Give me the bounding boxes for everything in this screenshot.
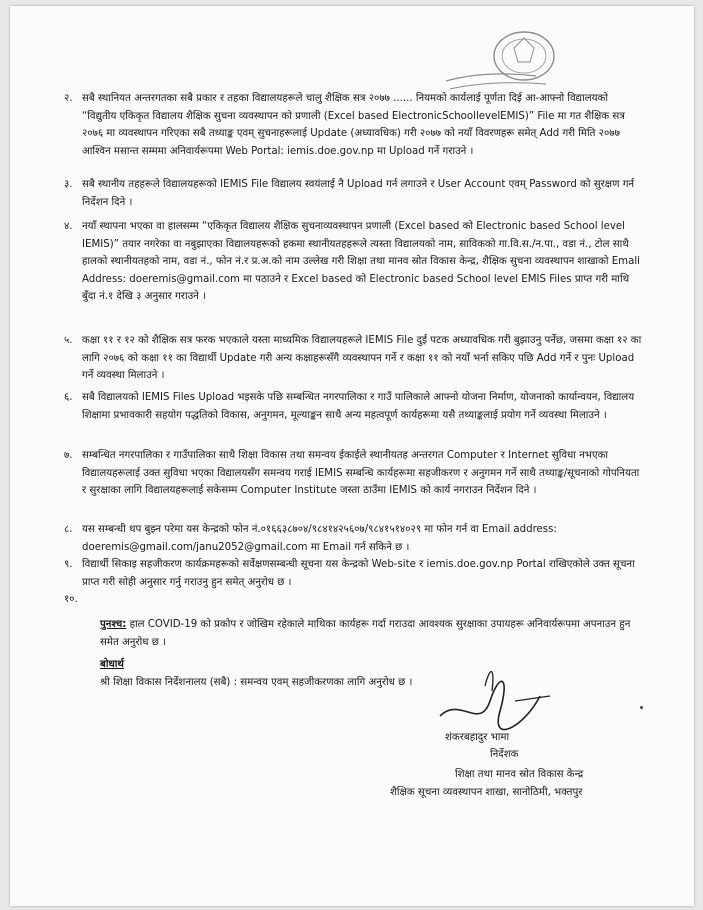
list-item (64, 90, 642, 160)
list-item (64, 447, 642, 500)
item-number: ९. (64, 559, 73, 570)
list-item (64, 521, 642, 556)
item-text: यस सम्बन्धी थप बुझ्न परेमा यस केन्द्रको फोन नं.०१६६३८७०४/९८४१४२५६०७/९८४१५१४०२९ मा फोन गर्न वा Email address: doeremis@gmail.com/janu2052@gmail.com मा Email गर्न सकिने छ । (82, 524, 557, 553)
item-number: ७. (64, 450, 73, 461)
item-text: नयाँ स्थापना भएका वा हालसम्म “एकिकृत विद्यालय शैक्षिक सुचनाव्यवस्थापन प्रणाली (Excel based को Electronic based School level IEMIS)” तयार नगरेका वा नबुझाएका विद्यालयहरूको हकमा स्थानीयतहहरूले त्यस्ता विद्यालयको नाम, साविकको गा.वि.स./न.पा., वडा नं., टोल साथै हालको स्थानीयतहको नाम, वडा नं., फोन नं.र प्र.अ.को नाम उल्लेख गरी शिक्षा तथा मानव स्रोत विकास केन्द्र, शैक्षिक सुचना व्यवस्थापन शाखाको Emali Address: doeremis@gmail.com मा पठाउने र Excel based को Electronic based School level EMIS Files प्राप्त गरी माथि बुँदा नं.१ देखि ३ अनुसार गराउने । (82, 221, 641, 302)
item-text: सबै विद्यालयको IEMIS Files Upload भइसके पछि सम्बन्धित नगरपालिका र गाउँ पालिकाले आफ्नो योजना निर्माण, योजनाको कार्यान्वयन, विद्यालय शिक्षामा प्रभावकारी सहयोग पद्धतिको विकास, अनुगमन, मूल्याङ्कन साथै अन्य महत्वपूर्ण कार्यहरूमा यसै तथ्याङ्कलाई प्रयोग गर्ने व्यवस्था मिलाउने । (82, 392, 635, 421)
item-text: सम्बन्धित नगरपालिका र गाउँपालिका साथै शिक्षा विकास तथा समन्वय ईकाईले स्थानीयतह अन्तरगत Computer र Internet सुविधा नभएका विद्यालयहरूलाई उक्त सुविधा भएका विद्यालयसँग समन्वय गराई IEMIS सम्बन्धि कार्यहरूमा सहजीकरण र अनुगमन गर्ने साथै तथ्याङ्क/सूचनाको गोपनियता र सुरक्षाका लागि विद्यालयहरूलाई सकेसम्म Computer Institute जस्ता ठाउँमा IEMIS को कार्य नगराउन निर्देशन दिने । (82, 450, 640, 496)
item-number: २. (64, 93, 73, 104)
item-number: ५. (64, 335, 73, 346)
cc-label: बोधार्थ (100, 659, 124, 670)
postscript-label: पुनश्च: (100, 619, 127, 630)
signature-block (360, 656, 680, 796)
item-text: सबै स्थानियत अन्तरगतका सबै प्रकार र तहका विद्यालयहरूले चालु शैक्षिक सत्र २०७७ ...... नियमको कार्यलाई पूर्णता दिई आ-आफ्नो विद्यालयको “विद्युतीय एकिकृत विद्यालय शैक्षिक सुचना व्यवस्थापन को प्रणाली (Excel based ElectronicSchoollevelEMIS)” File मा गत शैक्षिक सत्र २०७६ मा व्यवस्थापन गरिएका सबै तथ्याङ्क एवम् सुचनाहरूलाई Update (अध्यावधिक) गरी २०७७ को नयाँ विवरणहरू समेत् Add गरी मिति २०७७ आश्विन मसान्त सम्ममा अनिवार्यरूपमा Web Portal: iemis.doe.gov.np मा Upload गर्ने गराउने । (82, 93, 625, 157)
document-page (10, 6, 694, 906)
item-number: ३. (64, 179, 73, 190)
item-number: ८. (64, 524, 73, 535)
item-text: कक्षा ११ र १२ को शैक्षिक सत्र फरक भएकाले यस्ता माध्यमिक विद्यालयहरूले IEMIS File दुई पटक अध्यावधिक गरी बुझाउनु पर्नेछ, जसमा कक्षा १२ का लागि २०७६ को कक्षा ११ का विद्यार्थी Update गरी अन्य कक्षाहरूसँगै व्यवस्थापन गर्ने र कक्षा ११ को नयाँ भर्ना सकिए पछि Add गर्ने र पुनः Upload गर्ने व्यवस्था मिलाउने । (82, 335, 642, 381)
handwritten-signature (430, 656, 560, 736)
stray-mark (640, 706, 643, 709)
item-text: सबै स्थानीय तहहरूले विद्यालयहरूको IEMIS File विद्यालय स्वयंलाई नै Upload गर्न लगाउने र User Account एवम् Password को सुरक्षण गर्न निर्देशन दिने । (82, 179, 635, 208)
postscript-text: हाल COVID-19 को प्रकोप र जोखिम रहेकाले माथिका कार्यहरू गर्दा गराउदा आवश्यक सुरक्षाका उपायहरू अनिवार्यरूपमा अपनाउन हुन समेत अनुरोध छ । (100, 619, 631, 648)
list-item (64, 556, 642, 591)
office-seal (436, 26, 566, 96)
list-item (64, 332, 642, 385)
item-number: ४. (64, 221, 73, 232)
list-item (64, 389, 642, 424)
item-number: ६. (64, 392, 73, 403)
signatory-branch: शैक्षिक सूचना व्यवस्थापन शाखा, सानोठिमी, भक्तपुर (390, 787, 583, 798)
signatory-office: शिक्षा तथा मानव स्रोत विकास केन्द्र (455, 769, 584, 780)
item-text: विद्यार्थी सिकाइ सहजीकरण कार्यक्रमहरूको सर्वेक्षणसम्बन्धी सूचना यस केन्द्रको Web-site र iemis.doe.gov.np Portal राखिएकोले उक्त सूचना प्राप्त गरी सोही अनुसार गर्नु गराउनु हुन समेत् अनुरोध छ । (82, 559, 635, 588)
list-item (64, 218, 642, 306)
cc-text: श्री शिक्षा विकास निर्देशनालय (सबै) : समन्वय एवम् सहजीकरणका लागि अनुरोध छ । (100, 677, 413, 688)
item-number: १०. (64, 594, 78, 605)
signatory-role: निर्देशक (490, 749, 519, 760)
signatory-name: शंकरबहादुर भामा (445, 732, 510, 743)
list-item (64, 176, 642, 211)
